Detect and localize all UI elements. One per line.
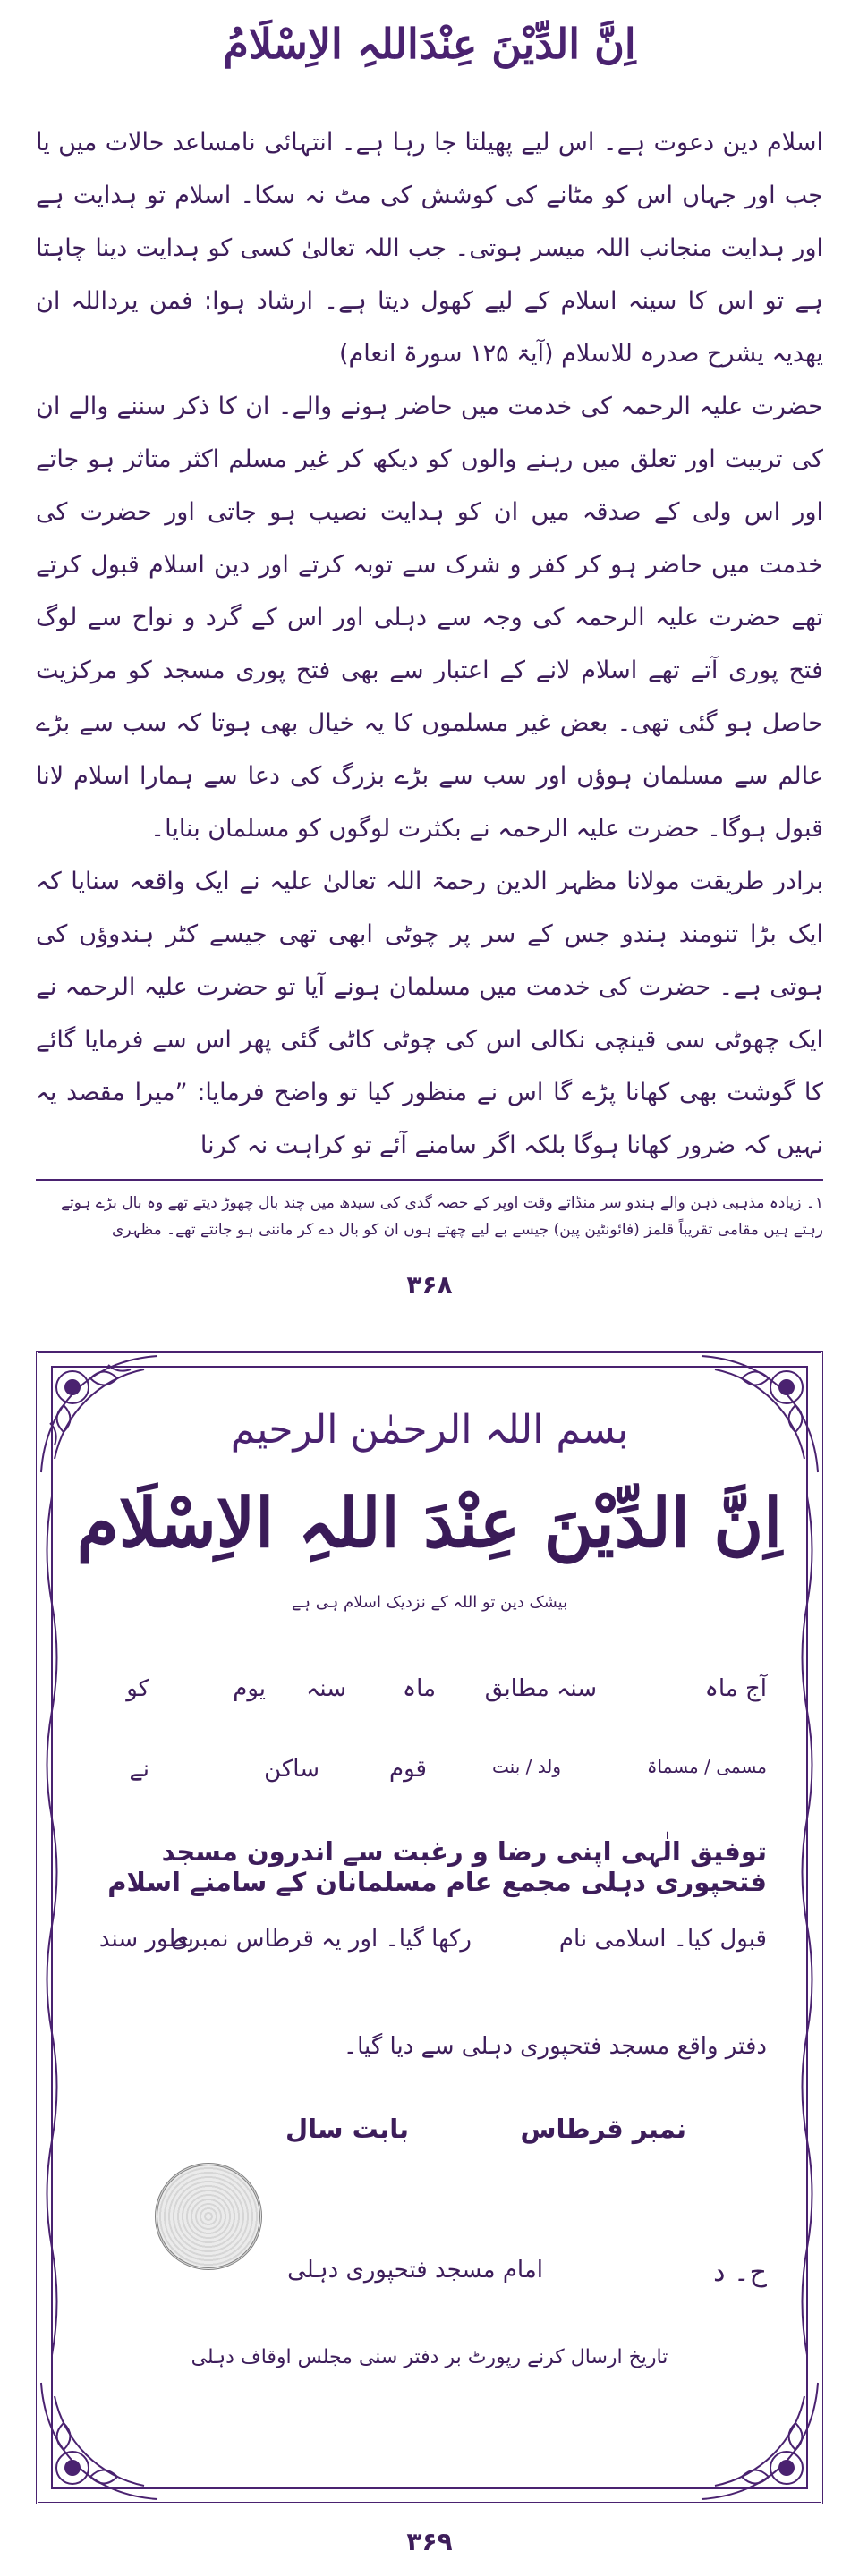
as-proof-label: بطور سند: [98, 1926, 194, 1953]
certificate-subtitle: بیشک دین تو اللہ کے نزدیک اسلام ہی ہے: [291, 1593, 568, 1612]
signature-mark: ح۔ د: [713, 2257, 767, 2288]
date-label-day: یوم: [233, 1675, 266, 1702]
office-line: دفتر واقع مسجد فتحپوری دہلی سے دیا گیا۔: [343, 2033, 767, 2060]
certificate-footer: تاریخ ارسال کرنے رپورٹ بر دفتر سنی مجلس اوقاف دہلی: [191, 2346, 668, 2368]
number-year-row: [92, 2114, 767, 2153]
vine-border-right-icon: [795, 1496, 819, 2355]
page-title: اِنَّ الدِّیْنَ عِنْدَاللہِ الاِسْلَامُ: [223, 20, 636, 68]
parent-label: ولد / بنت: [492, 1756, 561, 1777]
islamic-name-label: قبول کیا۔ اسلامی نام: [558, 1926, 767, 1953]
date-label-month: ماہ: [402, 1675, 436, 1702]
ne-label: نے: [129, 1756, 149, 1783]
residence-label: ساکن: [264, 1756, 319, 1783]
date-label-year-matching: سنہ مطابق: [484, 1675, 597, 1702]
tribe-label: قوم: [389, 1756, 427, 1783]
floral-corner-icon: [697, 2378, 822, 2504]
certificate-number-label: رکھا گیا۔ اور یہ قرطاس نمبری: [170, 1926, 472, 1953]
page-number-368: ۳۶۸: [406, 1270, 453, 1300]
vine-border-left-icon: [40, 1496, 64, 2355]
accept-row: [92, 1926, 767, 1962]
name-label: مسمی / مسماۃ: [646, 1756, 767, 1777]
year-label: بابت سال: [285, 2114, 409, 2144]
bismillah: بسم اللہ الرحمٰن الرحیم: [230, 1407, 629, 1453]
paragraph-3: برادر طریقت مولانا مظہر الدین رحمۃ اللہ تعالیٰ علیہ نے ایک واقعہ سنایا کہ ایک بڑا تنومند ہندو جس کے سر پر چوٹی ابھی تھی جیسے کٹر ہندوؤں کی ہوتی ہے۔ حضرت کی خدمت میں مسلمان ہونے آیا تو حضرت علیہ الرحمہ نے ایک چھوٹی سی قینچی نکالی اس کی چوٹی کاٹی گئی پھر اس سے فرمایا گائے کا گوشت بھی کھانا پڑے گا اس نے منظور کیا تو واضح فرمایا: ”میرا مقصد یہ نہیں کہ ضرور کھانا ہوگا بلکہ اگر سامنے آئے تو کراہت نہ کرنا: [36, 868, 823, 1159]
paragraph-2: حضرت علیہ الرحمہ کی خدمت میں حاضر ہونے والے۔ ان کا ذکر سننے والے ان کی تربیت اور تعلق میں رہنے والوں کو دیکھ کر غیر مسلم اکثر متاثر ہو جاتے اور اس ولی کے صدقہ میں ان کو ہدایت نصیب ہو جاتی اور حضرت کی خدمت میں حاضر ہو کر کفر و شرک سے توبہ کرتے اور دین اسلام قبول کرتے تھے حضرت علیہ الرحمہ کی وجہ سے دہلی اور اس کے گرد و نواح سے لوگ فتح پوری آتے تھے اسلام لانے کے اعتبار سے بھی فتح پوری مسجد کو مرکزیت حاصل ہو گئی تھی۔ بعض غیر مسلموں کا یہ خیال بھی ہوتا کہ سب سے بڑے عالم سے مسلمان ہوؤں اور سب سے بڑے بزرگ کی دعا سے ہمارا اسلام لانا قبول ہوگا۔ حضرت علیہ الرحمہ نے بکثرت لوگوں کو مسلمان بنایا۔: [36, 393, 823, 843]
number-label: نمبر قرطاس: [520, 2114, 686, 2144]
official-seal-stamp: [155, 2163, 262, 2270]
floral-corner-icon: [37, 2378, 162, 2504]
footnote: ۱۔ زیادہ مذہبی ذہن والے ہندو سر منڈاتے وقت اوپر کے حصہ گدی کی سیدھ میں چند بال چھوڑ دیتے تھے وہ بال بڑے ہوتے رہتے ہیں مقامی تقریباً قلمز (فائونٹین پین) جیسے بے لیے چھتے ہوں ان کو بال دے کر ماننی ہو جانتے تھے۔ مظہری: [61, 1194, 823, 1239]
footnote-divider: [36, 1179, 823, 1181]
body-text: [36, 116, 823, 1172]
date-label-today-month: آج ماہ: [704, 1675, 767, 1702]
declaration-line: توفیق الٰہی اپنی رضا و رغبت سے اندرون مسجد فتحپوری دہلی مجمع عام مسلمانان کے سامنے اسلام: [107, 1836, 767, 1897]
paragraph-1: اسلام دین دعوت ہے۔ اس لیے پھیلتا جا رہا ہے۔ انتہائی نامساعد حالات میں یا جب اور جہاں اس کو مٹانے کی کوشش کی مٹ نہ سکا۔ اسلام تو ہدایت ہے اور ہدایت منجانب اللہ میسر ہوتی۔ جب اللہ تعالیٰ کسی کو ہدایت دینا چاہتا ہے تو اس کا سینہ اسلام کے لیے کھول دیتا ہے۔ ارشاد ہوا: فمن یرداللہ ان یھدیہ یشرح صدرہ للاسلام (آیۃ ۱۲۵ سورۃ انعام): [36, 129, 823, 368]
imam-row: [92, 2257, 767, 2292]
person-row: [92, 1756, 767, 1792]
date-label-year: سنہ: [306, 1675, 346, 1702]
page-number-369: ۳۶۹: [406, 2527, 453, 2556]
conversion-certificate: [36, 1351, 823, 2504]
date-label-on: کو: [126, 1675, 149, 1702]
certificate-title: اِنَّ الدِّیْنَ عِنْدَ اللہِ الاِسْلَام: [76, 1483, 783, 1563]
date-row: [92, 1675, 767, 1711]
imam-label: امام مسجد فتحپوری دہلی: [287, 2257, 543, 2284]
